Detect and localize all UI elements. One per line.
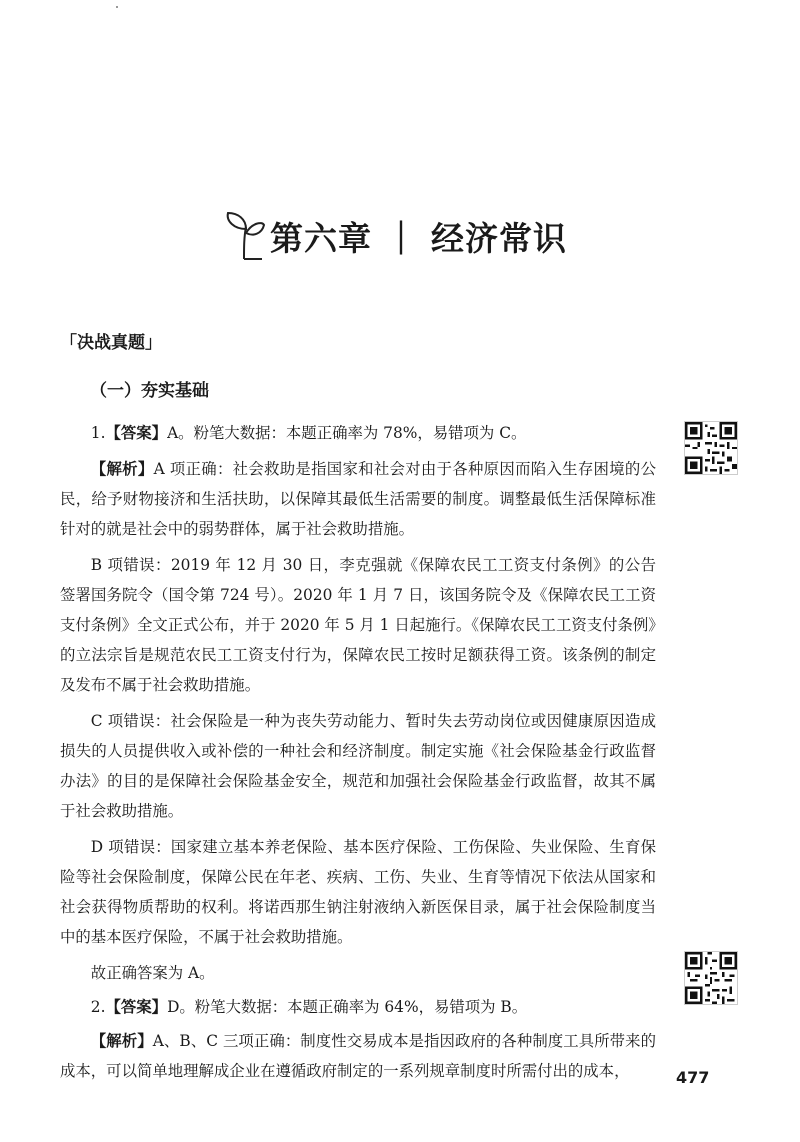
qr-code-icon[interactable]	[684, 951, 738, 1005]
answer-line-1	[60, 418, 656, 448]
qr-code-icon[interactable]	[684, 421, 738, 475]
answer-number: 2.	[90, 998, 106, 1016]
chapter-heading	[222, 208, 567, 264]
conclusion: 故正确答案为 A。	[90, 964, 215, 982]
subsection-title: （一）夯实基础	[90, 381, 209, 401]
analysis-abc	[60, 1026, 656, 1086]
answer-tag: 【答案】	[105, 424, 168, 442]
answer-text: D。粉笔大数据：本题正确率为 64%，易错项为 B。	[167, 998, 528, 1016]
analysis-a-text: A 项正确：社会救助是指国家和社会对由于各种原因而陷入生存困境的公民，给予财物接济和生活扶助，以保障其最低生活需要的制度。调整最低生活保障标准针对的就是社会中的弱势群体，属于社会救助措施。	[60, 460, 656, 538]
section-title: 「决战真题」	[60, 333, 162, 353]
answer-tag: 【答案】	[105, 998, 168, 1016]
analysis-tag: 【解析】	[90, 1032, 153, 1050]
analysis-b: B 项错误：2019 年 12 月 30 日，李克强就《保障农民工工资支付条例》的公告签署国务院令（国令第 724 号）。2020 年 1 月 7 日，该国务院令及《保障农民工工资支付条例》全文正式公布，并于 2020 年 5 月 1 日起施行。《保障农民工工资支付条例》的立法宗旨是规范农民工工资支付行为，保障农民工按时足额获得工资。该条例的制定及发布不属于社会救助措施。	[60, 556, 656, 694]
sprout-icon	[222, 211, 266, 261]
analysis-a	[60, 454, 656, 544]
answer-body	[60, 418, 656, 1092]
scan-mark	[116, 6, 118, 8]
answer-text: A。粉笔大数据：本题正确率为 78%，易错项为 C。	[167, 424, 527, 442]
answer-line-2	[60, 992, 656, 1022]
analysis-tag: 【解析】	[90, 460, 154, 478]
analysis-abc-text: A、B、C 三项正确：制度性交易成本是指因政府的各种制度工具所带来的成本，可以简单地理解成企业在遵循政府制定的一系列规章制度时所需付出的成本，	[60, 1032, 656, 1080]
chapter-title: 第六章 ｜ 经济常识	[270, 218, 567, 258]
analysis-c: C 项错误：社会保险是一种为丧失劳动能力、暂时失去劳动岗位或因健康原因造成损失的人员提供收入或补偿的一种社会和经济制度。制定实施《社会保险基金行政监督办法》的目的是保障社会保险基金安全，规范和加强社会保险基金行政监督，故其不属于社会救助措施。	[60, 712, 656, 820]
answer-number: 1.	[90, 424, 106, 442]
analysis-d: D 项错误：国家建立基本养老保险、基本医疗保险、工伤保险、失业保险、生育保险等社会保险制度，保障公民在年老、疾病、工伤、失业、生育等情况下依法从国家和社会获得物质帮助的权利。将诺西那生钠注射液纳入新医保目录，属于社会保险制度当中的基本医疗保险，不属于社会救助措施。	[60, 838, 656, 946]
page-number: 477	[676, 1068, 710, 1087]
